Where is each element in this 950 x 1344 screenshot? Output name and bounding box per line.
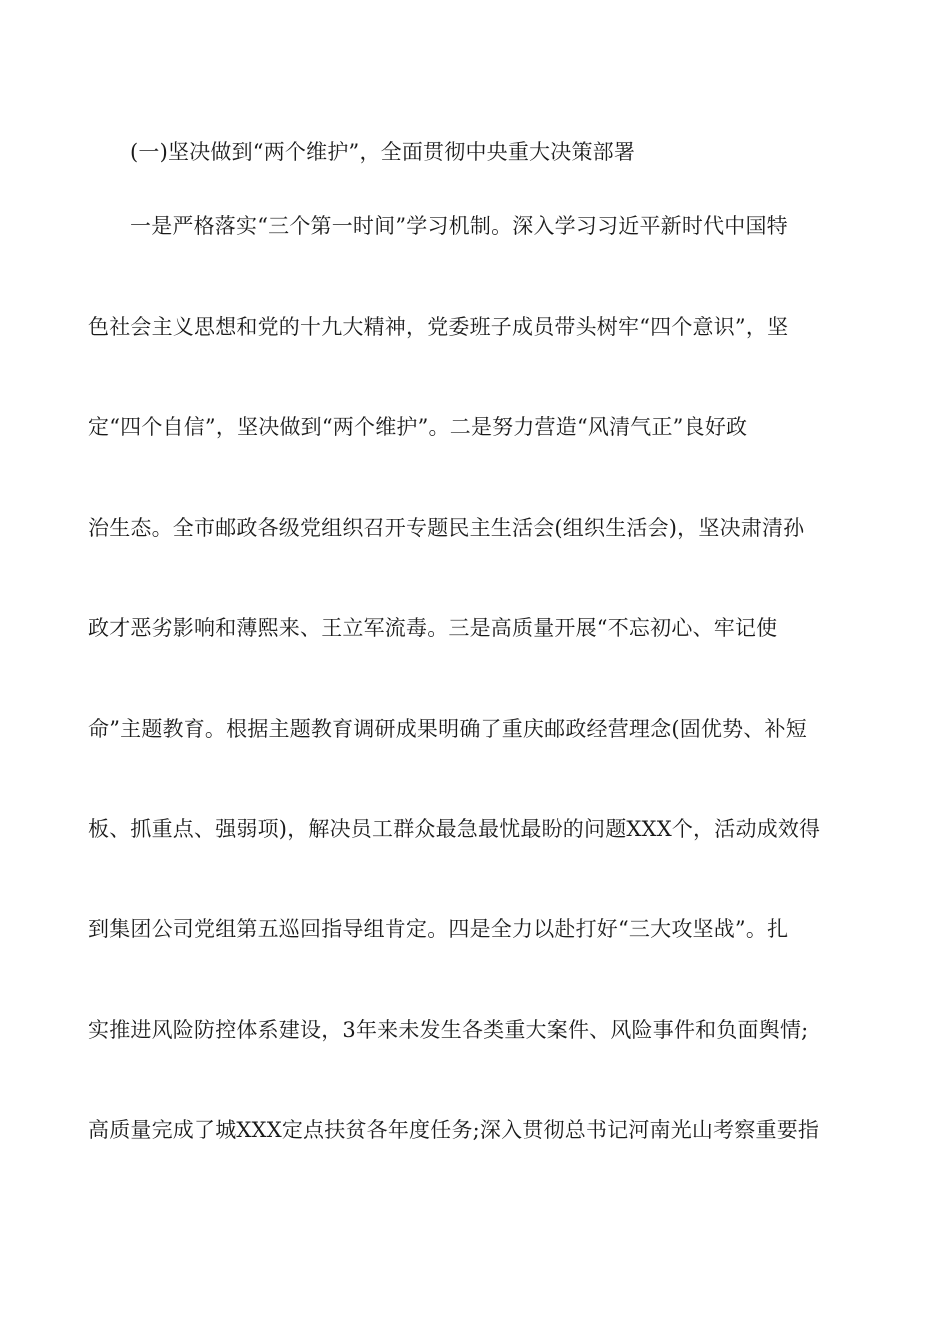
paragraph-line-9: 实推进风险防控体系建设，3年来未发生各类重大案件、风险事件和负面舆情;: [88, 1018, 809, 1042]
paragraph-line-5: 政才恶劣影响和薄熙来、王立军流毒。三是高质量开展“不忘初心、牢记使: [88, 616, 778, 640]
section-heading: (一)坚决做到“两个维护”，全面贯彻中央重大决策部署: [130, 140, 636, 164]
paragraph-line-6: 命”主题教育。根据主题教育调研成果明确了重庆邮政经营理念(固优势、补短: [88, 717, 807, 741]
paragraph-line-1: 一是严格落实“三个第一时间”学习机制。深入学习习近平新时代中国特: [130, 214, 788, 238]
paragraph-line-4: 治生态。全市邮政各级党组织召开专题民主生活会(组织生活会)，坚决肃清孙: [88, 516, 805, 540]
paragraph-line-2: 色社会主义思想和党的十九大精神，党委班子成员带头树牢“四个意识”，坚: [88, 315, 789, 339]
paragraph-line-10: 高质量完成了城XXX定点扶贫各年度任务;深入贯彻总书记河南光山考察重要指: [88, 1118, 820, 1142]
paragraph-line-7: 板、抓重点、强弱项)，解决员工群众最急最忧最盼的问题XXX个，活动成效得: [88, 817, 821, 841]
paragraph-line-8: 到集团公司党组第五巡回指导组肯定。四是全力以赴打好“三大攻坚战”。扎: [88, 917, 789, 941]
paragraph-line-3: 定“四个自信”，坚决做到“两个维护”。二是努力营造“风清气正”良好政: [88, 415, 748, 439]
